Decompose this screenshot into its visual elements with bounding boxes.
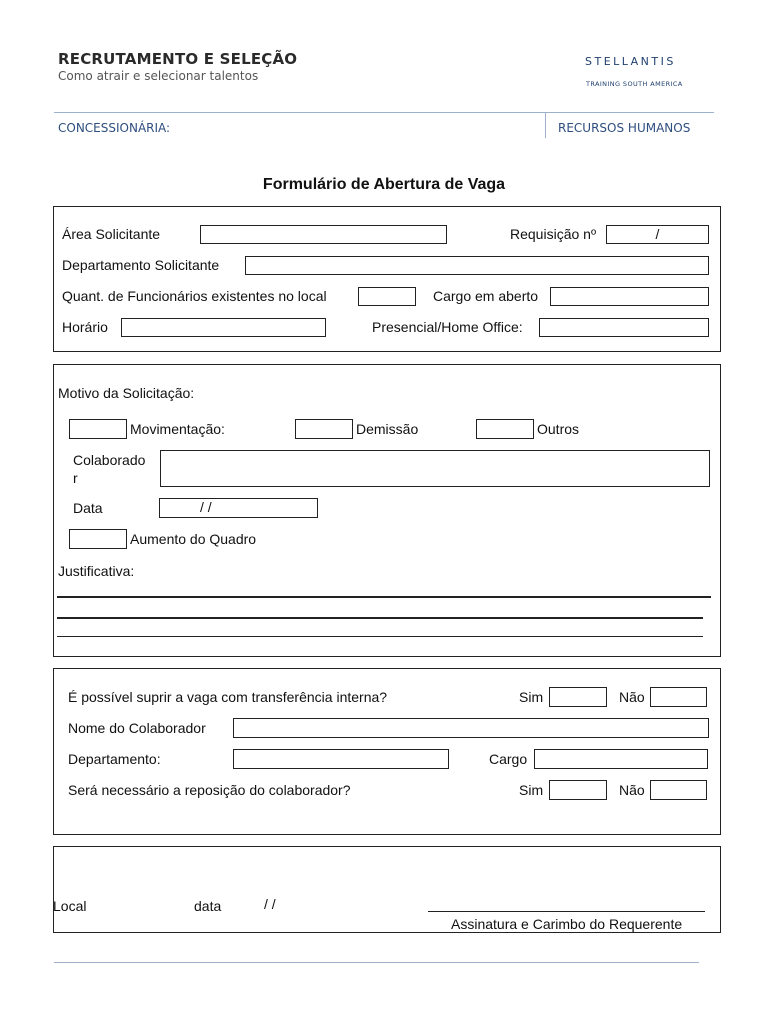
local-label: Local <box>53 898 87 914</box>
horario-label: Horário <box>62 319 108 335</box>
demissao-label: Demissão <box>356 421 419 437</box>
logo-tagline: TRAINING SOUTH AMERICA <box>586 80 683 88</box>
reposicao-nao-label: Não <box>619 782 645 798</box>
assinatura-label: Assinatura e Carimbo do Requerente <box>451 916 683 932</box>
nome-colaborador-field[interactable] <box>233 718 709 738</box>
signature-date-slashes: / / <box>264 896 276 912</box>
recursos-humanos-label: RECURSOS HUMANOS <box>558 121 691 135</box>
demissao-checkbox[interactable] <box>295 419 353 439</box>
data-field[interactable]: / / <box>159 498 318 518</box>
requisicao-label: Requisição nº <box>510 226 597 242</box>
section-motivo <box>53 364 721 657</box>
data-label: Data <box>73 500 103 516</box>
header-vertical-divider <box>545 113 546 138</box>
movimentacao-checkbox[interactable] <box>69 419 127 439</box>
presencial-field[interactable] <box>539 318 709 337</box>
movimentacao-label: Movimentação: <box>130 421 225 437</box>
departamento-label: Departamento: <box>68 751 161 767</box>
form-title: Formulário de Abertura de Vaga <box>262 176 506 193</box>
quantidade-funcionarios-field[interactable] <box>358 287 416 306</box>
stellantis-logo: STELLANTIS <box>585 55 676 68</box>
justificativa-line-2[interactable] <box>57 617 703 619</box>
cargo-label: Cargo <box>489 751 528 767</box>
document-title: RECRUTAMENTO E SELEÇÃO <box>58 50 298 68</box>
reposicao-sim-checkbox[interactable] <box>549 780 607 800</box>
area-solicitante-label: Área Solicitante <box>62 226 161 242</box>
departamento-field[interactable] <box>233 749 449 769</box>
document-subtitle: Como atrair e selecionar talentos <box>58 69 259 83</box>
signature-data-label: data <box>194 898 222 914</box>
area-solicitante-field[interactable] <box>200 225 447 244</box>
reposicao-sim-label: Sim <box>519 782 544 798</box>
aumento-quadro-label: Aumento do Quadro <box>130 531 257 547</box>
colaborador-field[interactable] <box>160 450 710 487</box>
outros-label: Outros <box>537 421 580 437</box>
reposicao-question: Será necessário a reposição do colaborador? <box>68 782 351 798</box>
reposicao-nao-checkbox[interactable] <box>650 780 707 800</box>
outros-checkbox[interactable] <box>476 419 534 439</box>
presencial-label: Presencial/Home Office: <box>372 319 523 335</box>
quantidade-funcionarios-label: Quant. de Funcionários existentes no local <box>62 288 327 304</box>
transferencia-nao-checkbox[interactable] <box>650 687 707 707</box>
departamento-solicitante-field[interactable] <box>245 256 709 275</box>
motivo-label: Motivo da Solicitação: <box>58 385 195 401</box>
departamento-solicitante-label: Departamento Solicitante <box>62 257 220 273</box>
signature-line[interactable] <box>428 911 705 912</box>
concessionaria-label: CONCESSIONÁRIA: <box>58 121 171 135</box>
transferencia-question: É possível suprir a vaga com transferência interna? <box>68 689 388 705</box>
horario-field[interactable] <box>121 318 326 337</box>
requisicao-field[interactable]: / <box>606 225 709 244</box>
footer-divider <box>54 962 699 963</box>
cargo-field[interactable] <box>534 749 708 769</box>
transferencia-nao-label: Não <box>619 689 645 705</box>
justificativa-label: Justificativa: <box>58 563 135 579</box>
justificativa-line-1[interactable] <box>57 596 711 598</box>
header-divider <box>54 112 714 113</box>
nome-colaborador-label: Nome do Colaborador <box>68 720 206 736</box>
cargo-aberto-label: Cargo em aberto <box>433 288 539 304</box>
cargo-aberto-field[interactable] <box>550 287 709 306</box>
colaborador-label-line2: r <box>73 470 78 486</box>
transferencia-sim-label: Sim <box>519 689 544 705</box>
justificativa-line-3[interactable] <box>57 636 703 637</box>
colaborador-label-line1: Colaborado <box>73 452 146 468</box>
transferencia-sim-checkbox[interactable] <box>549 687 607 707</box>
aumento-quadro-checkbox[interactable] <box>69 529 127 549</box>
